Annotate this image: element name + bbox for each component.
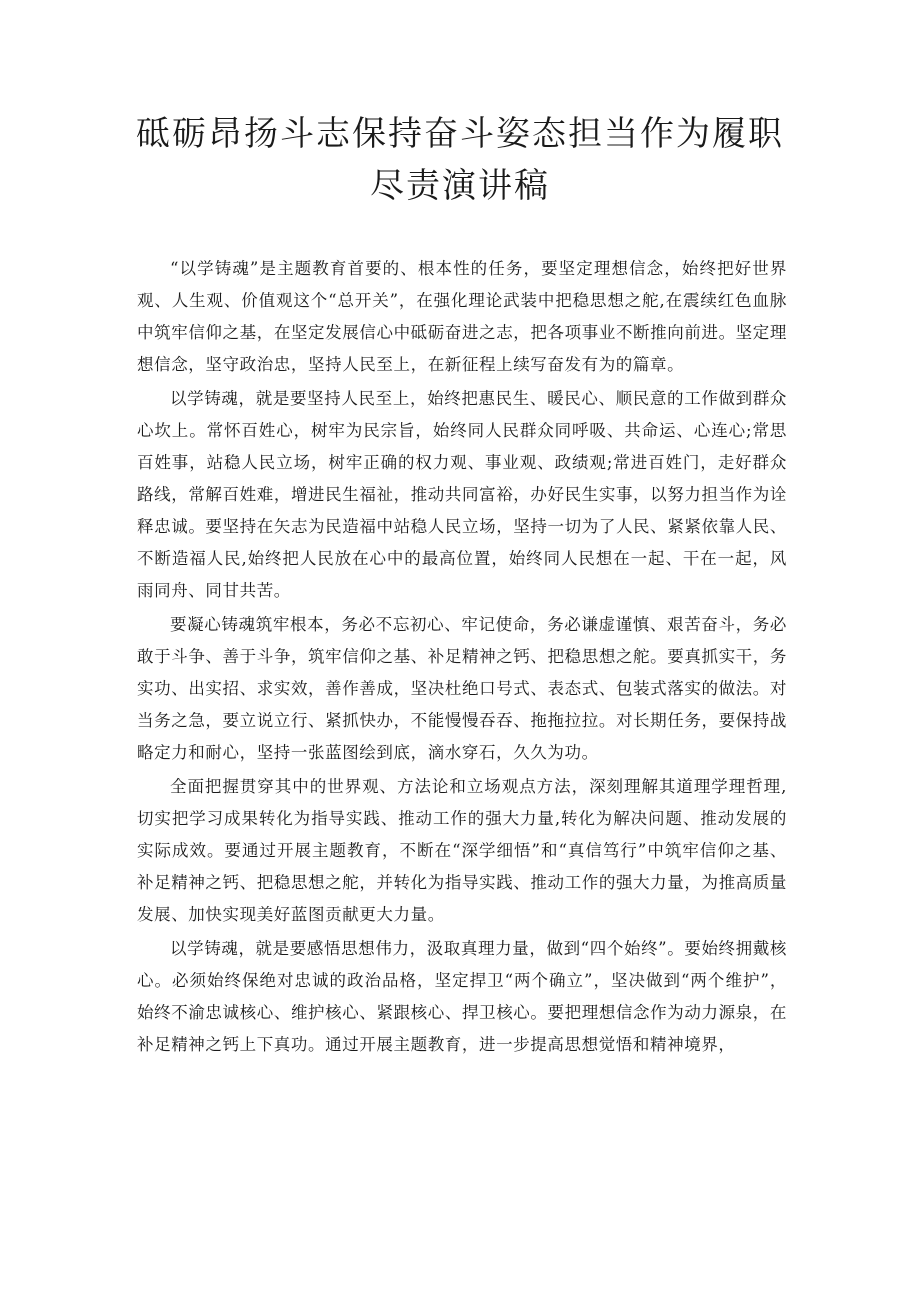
paragraph-2: 以学铸魂，就是要坚持人民至上，始终把惠民生、暖民心、顺民意的工作做到群众心坎上。常怀百姓心，树牢为民宗旨，始终同人民群众同呼吸、共命运、心连心;常思百姓事，站稳人民立场，树牢正确的权力观、事业观、政绩观;常进百姓门，走好群众路线，常解百姓难，增进民生福祉，推动共同富裕，办好民生实事，以努力担当作为诠释忠诚。要坚持在矢志为民造福中站稳人民立场，坚持一切为了人民、紧紧依靠人民、不断造福人民,始终把人民放在心中的最高位置，始终同人民想在一起、干在一起，风雨同舟、同甘共苦。	[137, 389, 787, 600]
document-body	[137, 253, 787, 1063]
paragraph-3: 要凝心铸魂筑牢根本，务必不忘初心、牢记使命，务必谦虚谨慎、艰苦奋斗，务必敢于斗争、善于斗争，筑牢信仰之基、补足精神之钙、把稳思想之舵。要真抓实干，务实功、出实招、求实效，善作善成，坚决杜绝口号式、表态式、包装式落实的做法。对当务之急，要立说立行、紧抓快办，不能慢慢吞吞、拖拖拉拉。对长期任务，要保持战略定力和耐心，坚持一张蓝图绘到底，滴水穿石，久久为功。	[137, 615, 787, 762]
title-line-1: 砥砺昂扬斗志保持奋斗姿态担当作为履职	[136, 114, 784, 154]
title-line-2: 尽责演讲稿	[370, 166, 550, 206]
paragraph-1: “以学铸魂”是主题教育首要的、根本性的任务，要坚定理想信念，始终把好世界观、人生观、价值观这个“总开关”，在强化理论武装中把稳思想之舵,在震续红色血脉中筑牢信仰之基，在坚定发展信心中砥砺奋进之志，把各项事业不断推向前进。坚定理想信念，坚守政治忠，坚持人民至上，在新征程上续写奋发有为的篇章。	[137, 259, 787, 374]
document-title	[120, 108, 800, 212]
paragraph-5: 以学铸魂，就是要感悟思想伟力，汲取真理力量，做到“四个始终”。要始终拥戴核心。必须始终保绝对忠诚的政治品格，坚定捍卫“两个确立”，坚决做到“两个维护”，始终不渝忠诚核心、维护核心、紧跟核心、捍卫核心。要把理想信念作为动力源泉，在补足精神之钙上下真功。通过开展主题教育，进一步提高思想觉悟和精神境界，	[137, 939, 787, 1054]
paragraph-4: 全面把握贯穿其中的世界观、方法论和立场观点方法，深刻理解其道理学理哲理,切实把学习成果转化为指导实践、推动工作的强大力量,转化为解决问题、推动发展的实际成效。要通过开展主题教育，不断在“深学细悟”和“真信笃行”中筑牢信仰之基、补足精神之钙、把稳思想之舵，并转化为指导实践、推动工作的强大力量，为推高质量发展、加快实现美好蓝图贡献更大力量。	[137, 777, 787, 924]
